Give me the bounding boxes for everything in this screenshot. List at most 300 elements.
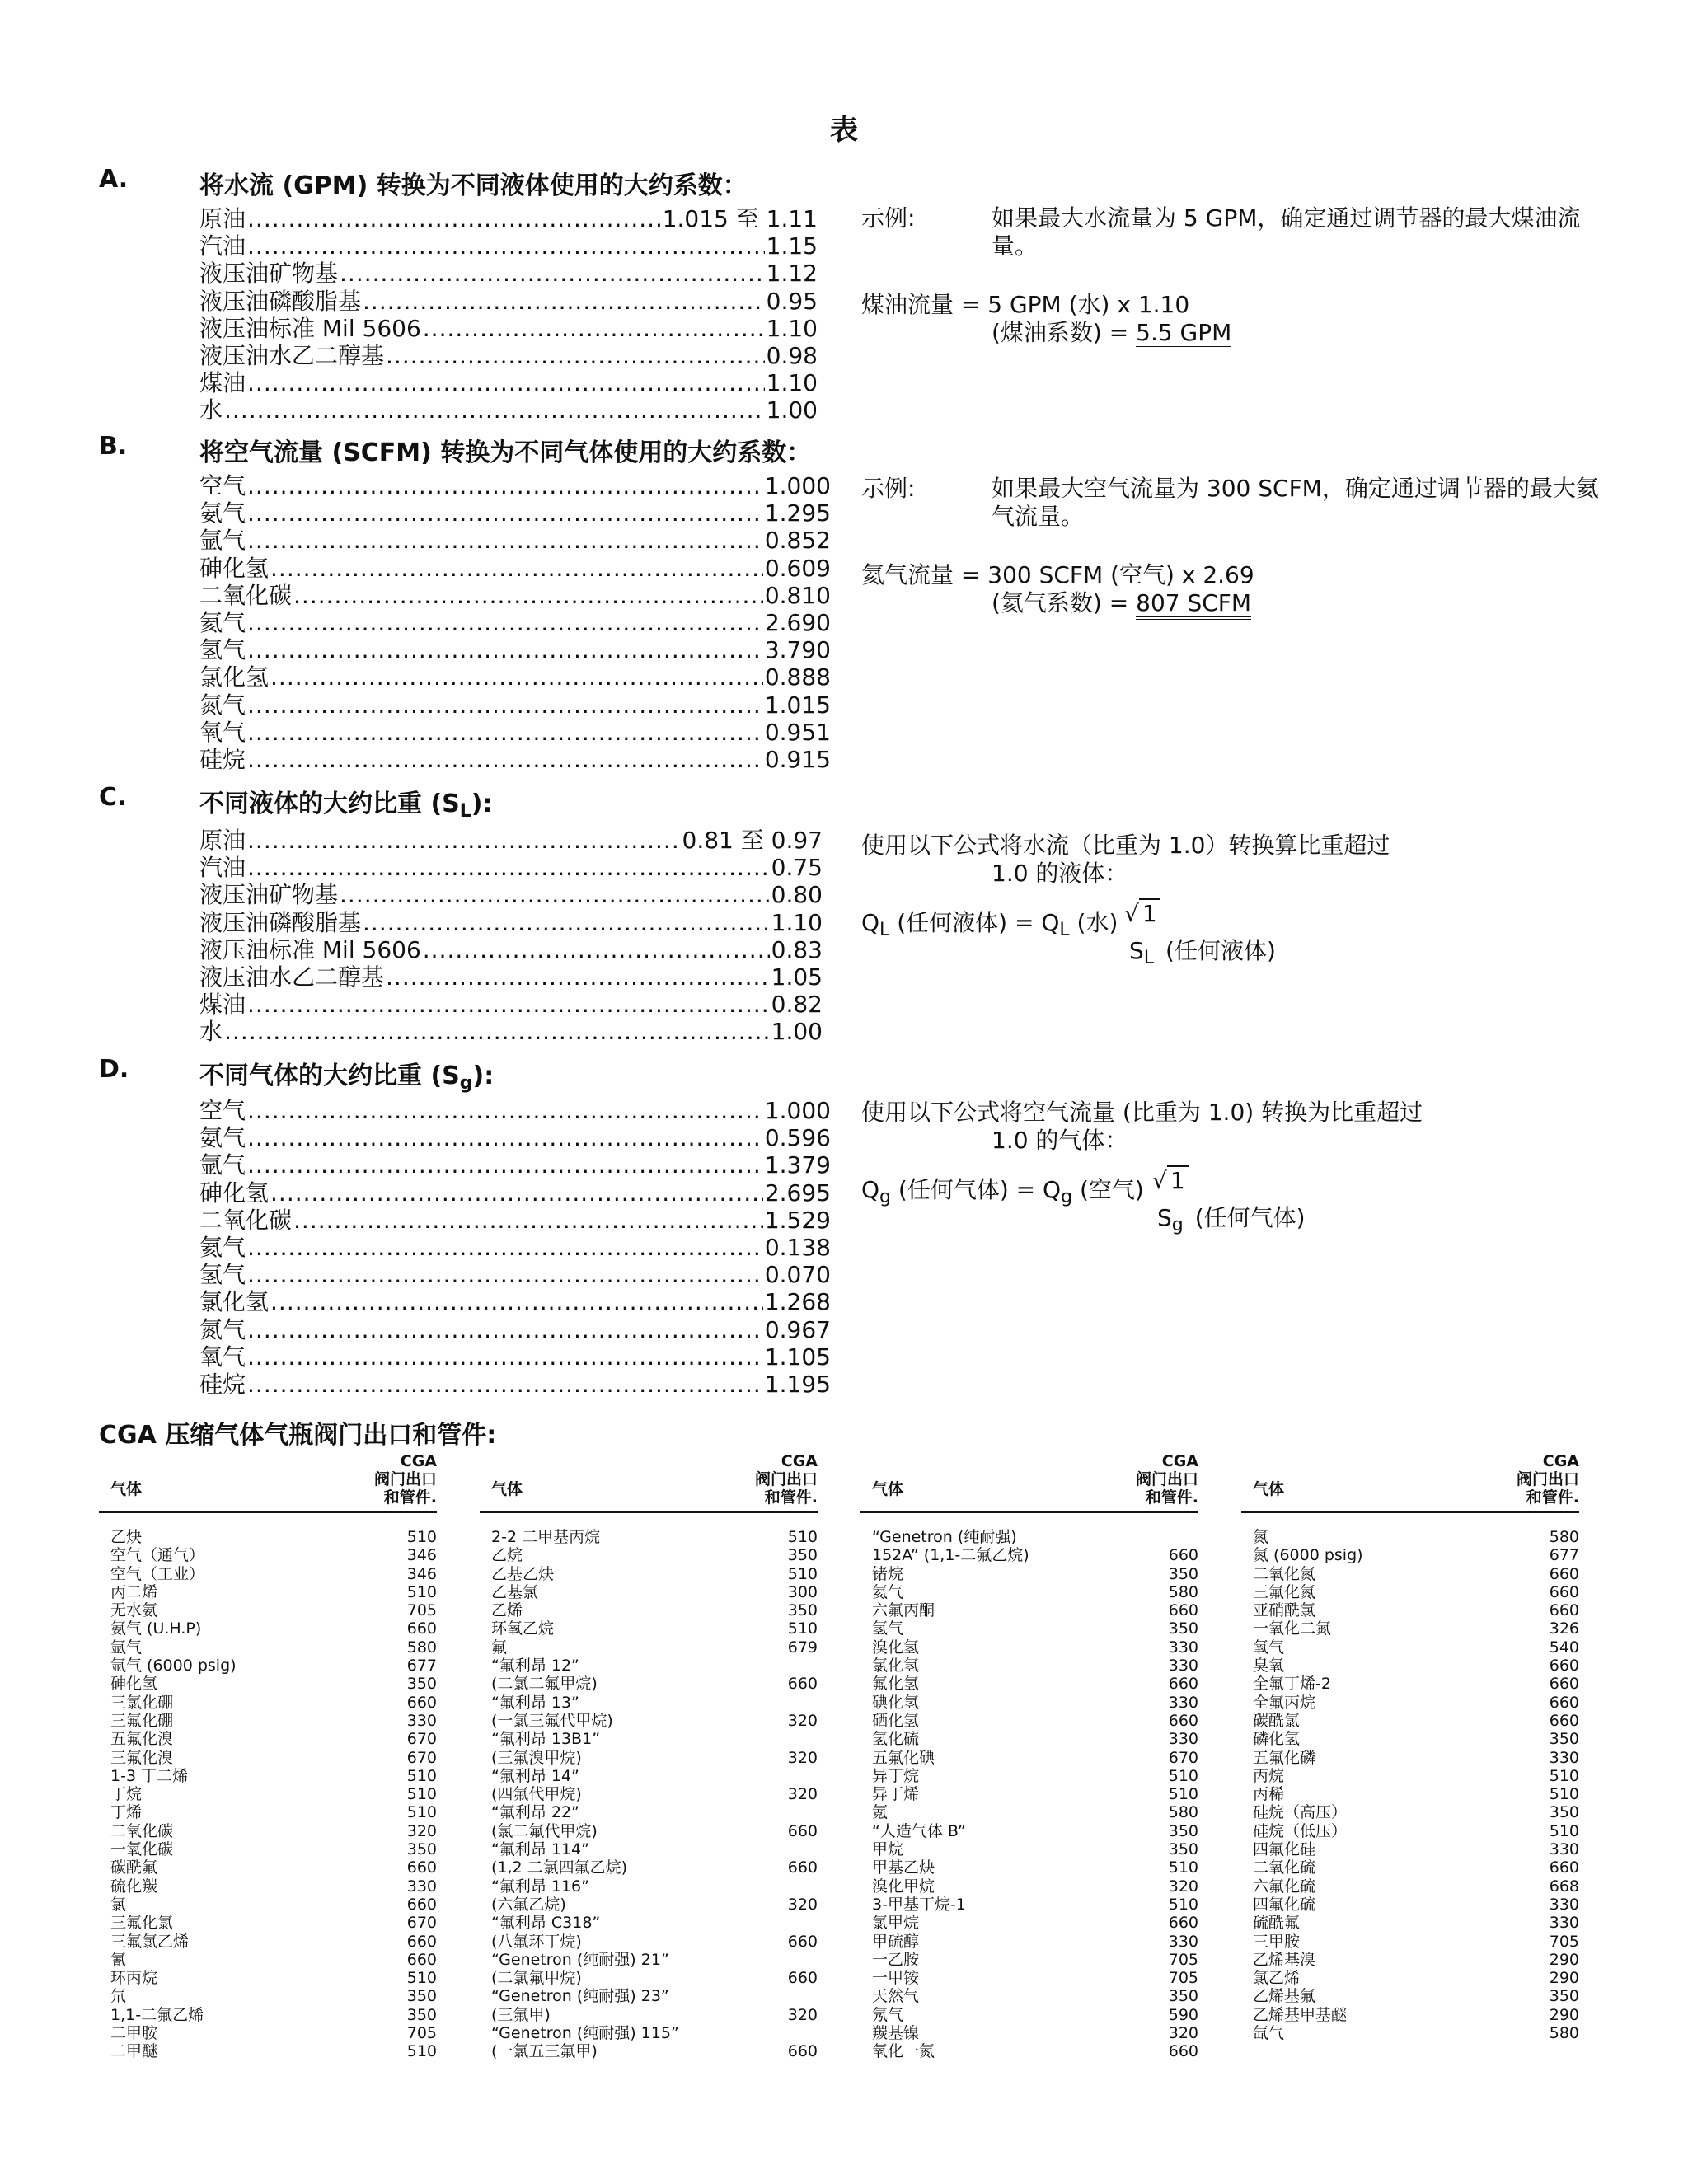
- factor-value: 0.80: [771, 881, 823, 909]
- section-a-heading: 将水流 (GPM) 转换为不同液体使用的大约系数：: [199, 171, 748, 200]
- factor-row: [199, 715, 831, 746]
- gas-name: 乙烯基甲基醚: [1253, 2005, 1348, 2024]
- cga-row: [860, 1840, 1198, 1858]
- example-b: [861, 475, 1628, 532]
- cga-row: [480, 1822, 818, 1840]
- cga-row: [480, 1749, 818, 1767]
- factor-label: 二氧化碳: [199, 581, 293, 609]
- gas-name: (三氟甲): [491, 2005, 551, 2024]
- gas-name: 氯化氢: [872, 1657, 920, 1675]
- factor-label: 砷化氢: [199, 554, 270, 582]
- gas-name: “氟利昂 14”: [491, 1766, 579, 1785]
- note-d-numerator: 1: [1167, 1165, 1189, 1194]
- section-b-heading: 将空气流量 (SCFM) 转换为不同气体使用的大约系数：: [199, 438, 812, 467]
- factor-value: 1.379: [764, 1151, 831, 1179]
- cga-row: [1241, 1694, 1579, 1712]
- gas-name: 溴化氢: [872, 1638, 920, 1657]
- factor-label: 硅烷: [199, 1370, 246, 1398]
- gas-name: 氰: [110, 1950, 127, 1969]
- cga-row: [860, 1822, 1198, 1840]
- note-c-den-tail: (任何液体): [1165, 937, 1276, 964]
- dot-leader: [293, 1207, 763, 1234]
- factor-row: [199, 1147, 831, 1179]
- example-b-formula-2: [992, 585, 1251, 618]
- gas-name: 氮: [1253, 1528, 1269, 1546]
- cga-row: [99, 1601, 437, 1619]
- gas-name: 氧化一氮: [872, 2042, 935, 2061]
- factor-value: 1.10: [766, 314, 818, 342]
- cga-number: 660: [406, 1693, 437, 1712]
- cga-row: [860, 2042, 1198, 2060]
- cga-number: 580: [1549, 2024, 1579, 2043]
- cga-row: [1241, 1767, 1579, 1785]
- cga-number: 350: [1168, 1987, 1198, 2006]
- cga-number: 510: [1549, 1785, 1579, 1804]
- note-d-air: (空气): [1072, 1176, 1144, 1203]
- gas-name: 二氧化碳: [110, 1821, 174, 1840]
- gas-name: 氦气: [872, 1582, 904, 1601]
- note-c-text-2: 1.0 的液体：: [992, 860, 1128, 887]
- cga-column: [480, 1452, 818, 2061]
- factor-label: 氨气: [199, 1124, 246, 1152]
- dot-leader: [247, 1234, 763, 1261]
- dot-leader: [247, 499, 763, 527]
- cga-number: 330: [406, 1711, 437, 1730]
- factor-value: 0.138: [764, 1233, 831, 1261]
- gas-name: 硫酰氟: [1253, 1914, 1301, 1933]
- note-d-sqrt: [1152, 1167, 1189, 1194]
- factor-label: 液压油矿物基: [199, 881, 339, 909]
- cga-row: [480, 1840, 818, 1858]
- cga-row: [480, 1877, 818, 1896]
- cga-row: [1241, 1619, 1579, 1638]
- cga-row: [1241, 1858, 1579, 1877]
- factor-value: 2.695: [764, 1179, 831, 1207]
- gas-name: 丙二烯: [110, 1582, 158, 1601]
- gas-name: 硒化氢: [872, 1711, 920, 1730]
- cga-number: 705: [1549, 1932, 1579, 1951]
- factor-value: 1.00: [766, 396, 818, 424]
- section-d-heading-end: ):: [472, 1062, 495, 1090]
- gas-name: 氮 (6000 psig): [1253, 1546, 1363, 1565]
- cga-row: [99, 1914, 437, 1932]
- cga-number: 660: [406, 1858, 437, 1877]
- factor-row: [199, 1339, 831, 1371]
- cga-title: CGA 压缩气体气瓶阀门出口和管件:: [99, 1421, 497, 1450]
- header-cga-line: 阀门出口: [373, 1470, 437, 1488]
- cga-row: [480, 1638, 818, 1657]
- cga-number: 350: [1168, 1821, 1198, 1840]
- factor-row: [199, 877, 823, 909]
- factor-label: 氩气: [199, 527, 246, 555]
- cga-number: 350: [406, 1987, 437, 2006]
- cga-row: [99, 1694, 437, 1712]
- cga-row: [480, 1785, 818, 1803]
- gas-name: 3-甲基丁烷-1: [872, 1895, 966, 1914]
- cga-row: [99, 1822, 437, 1840]
- cga-column: [1241, 1452, 1579, 2042]
- cga-number: 679: [787, 1638, 818, 1657]
- factor-label: 液压油标准 Mil 5606: [199, 935, 421, 963]
- cga-number: 510: [787, 1619, 818, 1638]
- factor-row: [199, 1312, 831, 1343]
- note-c-any: (任何液体) = Q: [889, 909, 1060, 936]
- dot-leader: [247, 1316, 763, 1343]
- gas-name: 全氟丁烯-2: [1253, 1675, 1331, 1694]
- dot-leader: [340, 881, 770, 908]
- cga-row: [99, 1969, 437, 1987]
- cga-row: [860, 1712, 1198, 1730]
- dot-leader: [423, 315, 765, 342]
- section-d-list: [199, 1093, 831, 1398]
- note-c-den-s: S: [1129, 937, 1144, 964]
- example-b-result: 807 SCFM: [1136, 589, 1251, 620]
- factor-row: [199, 1284, 831, 1316]
- gas-name: 1-3 丁二烯: [110, 1766, 189, 1785]
- cga-number: 580: [1549, 1528, 1579, 1546]
- cga-row: [99, 1896, 437, 1914]
- cga-row: [1241, 1951, 1579, 1969]
- factor-value: 0.852: [764, 527, 831, 555]
- cga-number: 660: [1549, 1601, 1579, 1620]
- cga-row: [1241, 1712, 1579, 1730]
- factor-value: 1.15: [766, 232, 818, 260]
- factor-label: 氯化氢: [199, 663, 270, 691]
- cga-row: [1241, 1969, 1579, 1987]
- gas-name: 二甲醚: [110, 2042, 158, 2061]
- gas-name: (三氟溴甲烷): [491, 1748, 582, 1767]
- header-cga: [755, 1452, 818, 1507]
- dot-leader: [224, 396, 765, 424]
- factor-label: 液压油标准 Mil 5606: [199, 314, 421, 342]
- cga-number: 705: [406, 1601, 437, 1620]
- section-c-heading: [199, 783, 493, 822]
- cga-number: 660: [1549, 1711, 1579, 1730]
- note-c-formula: [861, 905, 1118, 940]
- cga-column-body: [860, 1528, 1198, 2061]
- header-cga-line: 和管件.: [1526, 1488, 1579, 1507]
- cga-number: 290: [1549, 2005, 1579, 2024]
- gas-name: 三氯化硼: [110, 1693, 174, 1712]
- gas-name: 氩气 (6000 psig): [110, 1657, 237, 1675]
- cga-number: 660: [406, 1895, 437, 1914]
- gas-name: (1,2 二氯四氟乙烷): [491, 1858, 628, 1877]
- cga-row: [1241, 2006, 1579, 2024]
- gas-name: 氯: [110, 1895, 127, 1914]
- cga-number: 580: [1168, 1803, 1198, 1822]
- cga-number: 350: [406, 2005, 437, 2024]
- header-cga: [1136, 1452, 1198, 1507]
- cga-row: [99, 1675, 437, 1693]
- gas-name: 环氧乙烷: [491, 1619, 555, 1638]
- factor-value: 1.12: [766, 260, 818, 288]
- cga-row: [480, 1528, 818, 1546]
- dot-leader: [247, 827, 680, 854]
- cga-number: 705: [406, 2024, 437, 2043]
- cga-row: [480, 1619, 818, 1638]
- cga-row: [99, 1767, 437, 1785]
- cga-column: [99, 1452, 437, 2061]
- cga-row: [860, 1619, 1198, 1638]
- factor-value: 0.596: [764, 1124, 831, 1152]
- factor-value: 0.75: [771, 854, 823, 882]
- cga-number: 510: [1168, 1766, 1198, 1785]
- factor-value: 1.000: [764, 472, 831, 499]
- cga-number: 350: [1168, 1619, 1198, 1638]
- dot-leader: [247, 746, 763, 773]
- cga-number: 350: [787, 1601, 818, 1620]
- cga-number: 300: [787, 1582, 818, 1601]
- factor-row: [199, 742, 831, 773]
- factor-value: 0.810: [764, 581, 831, 609]
- cga-row: [860, 1914, 1198, 1932]
- cga-row: [860, 1730, 1198, 1748]
- cga-row: [480, 1987, 818, 2005]
- gas-name: 六氟化硫: [1253, 1877, 1316, 1896]
- dot-leader: [247, 1151, 763, 1179]
- factor-value: 1.10: [771, 908, 823, 936]
- factor-row: [199, 687, 831, 719]
- cga-number: 660: [406, 1619, 437, 1638]
- cga-column-header: [1241, 1452, 1579, 1513]
- cga-row: [480, 1675, 818, 1693]
- cga-number: 330: [1168, 1932, 1198, 1951]
- sqrt-icon: √: [1152, 1167, 1167, 1194]
- header-gas: 气体: [1253, 1480, 1285, 1498]
- cga-number: 660: [1549, 1564, 1579, 1583]
- gas-name: 环丙烷: [110, 1969, 158, 1988]
- gas-name: 氢气: [872, 1619, 904, 1638]
- gas-name: 羰基镍: [872, 2024, 920, 2043]
- dot-leader: [247, 1371, 763, 1398]
- cga-row: [860, 1694, 1198, 1712]
- note-c-text-1: 使用以下公式将水流（比重为 1.0）转换算比重超过: [861, 832, 1390, 859]
- factor-label: 氦气: [199, 608, 246, 636]
- factor-value: 1.05: [771, 963, 823, 991]
- header-cga-line: 和管件.: [1145, 1488, 1198, 1507]
- cga-number: 510: [787, 1528, 818, 1546]
- example-a-label: 示例:: [861, 204, 916, 232]
- gas-name: 五氟化碘: [872, 1748, 935, 1767]
- gas-name: 氩气: [110, 1638, 143, 1657]
- header-cga-line: 和管件.: [383, 1488, 437, 1507]
- gas-name: “氟利昂 13B1”: [491, 1730, 601, 1749]
- section-d-heading-sub: g: [459, 1073, 473, 1094]
- example-a-text: 如果最大水流量为 5 GPM，确定通过调节器的最大煤油流量。: [992, 204, 1581, 260]
- factor-value: 0.82: [771, 991, 823, 1019]
- cga-number: 580: [1168, 1582, 1198, 1601]
- gas-name: 氘: [110, 1987, 127, 2006]
- cga-number: 590: [1168, 2005, 1198, 2024]
- cga-row: [860, 1767, 1198, 1785]
- factor-row: [199, 1202, 831, 1234]
- gas-name: 异丁烷: [872, 1766, 920, 1785]
- cga-row: [860, 1896, 1198, 1914]
- cga-row: [1241, 1657, 1579, 1675]
- gas-name: 1,1-二氟乙烯: [110, 2005, 204, 2024]
- factor-label: 空气: [199, 1097, 246, 1124]
- gas-name: 乙烯: [491, 1601, 523, 1620]
- dot-leader: [247, 609, 763, 636]
- note-d-den-sub: g: [1171, 1215, 1184, 1235]
- sqrt-icon: √: [1124, 900, 1139, 927]
- cga-column: [860, 1452, 1198, 2061]
- note-d-q2-sub: g: [1061, 1187, 1073, 1207]
- gas-name: 全氟丙烷: [1253, 1693, 1316, 1712]
- cga-row: [860, 1951, 1198, 1969]
- cga-row: [99, 2042, 437, 2060]
- cga-number: 670: [406, 1730, 437, 1749]
- factor-row: [199, 495, 831, 527]
- cga-number: 660: [1168, 1546, 1198, 1565]
- cga-number: 346: [406, 1564, 437, 1583]
- cga-number: 510: [406, 1528, 437, 1546]
- cga-number: 350: [1168, 1564, 1198, 1583]
- cga-row: [1241, 1987, 1579, 2005]
- cga-row: [99, 1565, 437, 1583]
- factor-value: 1.015 至 1.11: [662, 205, 818, 232]
- cga-row: [480, 1933, 818, 1951]
- cga-number: 330: [1549, 1840, 1579, 1859]
- cga-row: [480, 1712, 818, 1730]
- factor-value: 0.967: [764, 1315, 831, 1343]
- cga-number: 670: [1168, 1748, 1198, 1767]
- cga-row: [860, 1546, 1198, 1564]
- factor-label: 氧气: [199, 1343, 246, 1371]
- cga-row: [860, 1858, 1198, 1877]
- gas-name: 一氧化碳: [110, 1840, 174, 1859]
- cga-row: [480, 1896, 818, 1914]
- gas-name: 一乙胺: [872, 1950, 920, 1969]
- factor-row: [199, 468, 831, 499]
- header-cga-line: 和管件.: [764, 1488, 818, 1507]
- cga-row: [1241, 1730, 1579, 1748]
- gas-name: “氟利昂 116”: [491, 1877, 589, 1896]
- cga-number: 510: [406, 1969, 437, 1988]
- factor-value: 0.951: [764, 718, 831, 746]
- cga-row: [99, 1933, 437, 1951]
- cga-row: [480, 2006, 818, 2024]
- cga-row: [860, 1987, 1198, 2005]
- cga-number: 510: [406, 1766, 437, 1785]
- gas-name: 乙炔: [110, 1528, 143, 1546]
- cga-number: 705: [1168, 1969, 1198, 1988]
- gas-name: 三氟氯乙烯: [110, 1932, 190, 1951]
- header-cga-line: CGA: [1542, 1452, 1579, 1470]
- cga-row: [480, 2042, 818, 2060]
- cga-row: [99, 2006, 437, 2024]
- dot-leader: [270, 1288, 763, 1315]
- factor-value: 0.609: [764, 554, 831, 582]
- gas-name: 氧气: [1253, 1638, 1285, 1657]
- gas-name: (一氯三氟代甲烷): [491, 1711, 613, 1730]
- cga-row: [860, 1583, 1198, 1601]
- cga-row: [99, 1987, 437, 2005]
- header-gas: 气体: [110, 1480, 143, 1498]
- cga-number: 660: [1168, 1675, 1198, 1694]
- cga-number: 660: [1168, 1914, 1198, 1933]
- cga-row: [99, 1840, 437, 1858]
- cga-number: 350: [1168, 1840, 1198, 1859]
- cga-row: [860, 1969, 1198, 1987]
- cga-number: 330: [1549, 1895, 1579, 1914]
- cga-row: [99, 1803, 437, 1821]
- factor-row: [199, 1093, 831, 1124]
- cga-number: 510: [406, 1803, 437, 1822]
- gas-name: (一氯五三氟甲): [491, 2042, 598, 2061]
- cga-row: [860, 1528, 1198, 1546]
- factor-row: [199, 659, 831, 691]
- cga-row: [1241, 1822, 1579, 1840]
- factor-label: 煤油: [199, 369, 246, 397]
- gas-name: 丁烯: [110, 1803, 143, 1822]
- factor-label: 空气: [199, 472, 246, 499]
- cga-number: 660: [1549, 1675, 1579, 1694]
- gas-name: (六氟乙烷): [491, 1895, 566, 1914]
- gas-name: “氟利昂 114”: [491, 1840, 589, 1859]
- gas-name: 溴化甲烷: [872, 1877, 935, 1896]
- gas-name: 三氟化溴: [110, 1748, 174, 1767]
- dot-leader: [247, 1261, 763, 1288]
- factor-row: [199, 605, 831, 636]
- header-cga-line: 阀门出口: [754, 1470, 818, 1488]
- factor-value: 1.529: [764, 1206, 831, 1234]
- cga-number: 350: [1549, 1730, 1579, 1749]
- gas-name: 152A” (1,1-二氟乙烷): [872, 1546, 1029, 1565]
- gas-name: “氟利昂 12”: [491, 1657, 579, 1675]
- cga-row: [99, 1749, 437, 1767]
- cga-row: [1241, 1749, 1579, 1767]
- gas-name: 氪: [872, 1803, 889, 1822]
- gas-name: “Genetron (纯耐强) 23”: [491, 1987, 669, 2006]
- dot-leader: [247, 991, 770, 1018]
- example-b-label: 示例:: [861, 475, 916, 502]
- cga-row: [860, 1933, 1198, 1951]
- gas-name: 三氟化氯: [110, 1914, 174, 1933]
- example-b-factor-label: (氦气系数) =: [992, 589, 1137, 616]
- gas-name: 氯乙烯: [1253, 1969, 1301, 1988]
- cga-row: [860, 1803, 1198, 1821]
- cga-number: 290: [1549, 1969, 1579, 1988]
- cga-number: 320: [787, 1748, 818, 1767]
- cga-column-header: [99, 1452, 437, 1513]
- example-b-formula-1: 氦气流量 = 300 SCFM (空气) x 2.69: [861, 561, 1254, 588]
- header-gas: 气体: [872, 1480, 904, 1498]
- gas-name: 六氟丙酮: [872, 1601, 935, 1620]
- cga-row: [860, 2006, 1198, 2024]
- factor-label: 原油: [199, 827, 246, 854]
- gas-name: 2-2 二甲基丙烷: [491, 1528, 601, 1546]
- header-cga-line: 阀门出口: [1135, 1470, 1198, 1488]
- cga-number: 660: [1549, 1858, 1579, 1877]
- gas-name: 碘化氢: [872, 1693, 920, 1712]
- factor-value: 1.00: [771, 1018, 823, 1046]
- cga-row: [1241, 1601, 1579, 1619]
- factor-row: [199, 1230, 831, 1261]
- dot-leader: [293, 582, 763, 609]
- cga-number: 320: [1168, 1877, 1198, 1896]
- factor-value: 1.10: [766, 369, 818, 397]
- note-c-water: (水): [1069, 909, 1118, 936]
- note-d-formula: [861, 1172, 1144, 1207]
- cga-row: [860, 1565, 1198, 1583]
- cga-column-body: [99, 1528, 437, 2061]
- cga-number: 660: [1168, 2042, 1198, 2061]
- factor-label: 氯化氢: [199, 1288, 270, 1316]
- factor-label: 氢气: [199, 1261, 246, 1289]
- factor-row: [199, 255, 818, 288]
- cga-row: [1241, 1803, 1579, 1821]
